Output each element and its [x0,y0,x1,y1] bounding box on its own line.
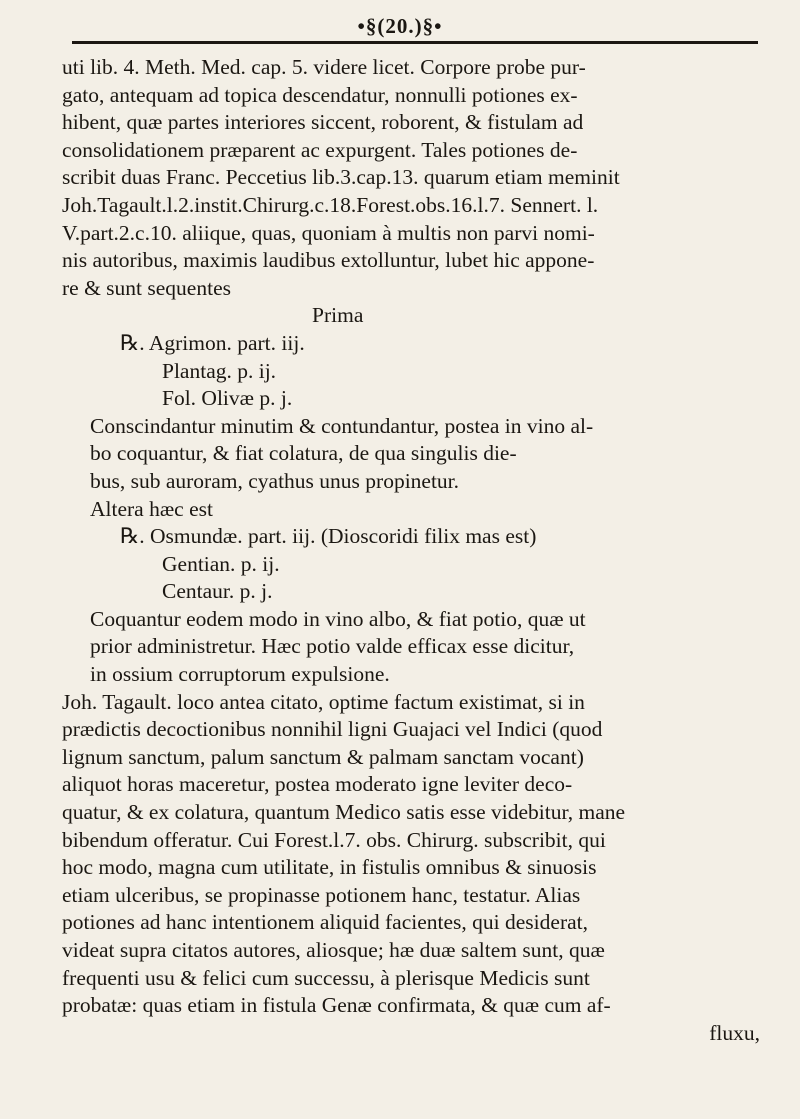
text-line: Conscindantur minutim & contundantur, postea in vino al- [90,413,594,438]
text-line: gato, antequam ad topica descendatur, nonnulli potiones ex- [62,82,578,107]
text-line: prior administretur. Hæc potio valde efficax esse dicitur, [90,634,575,659]
text-line: Gentian. p. ij. [162,551,280,576]
text-line: bo coquantur, & fiat colatura, de qua singulis die- [90,441,517,466]
text-line: prædictis decoctionibus nonnihil ligni Guajaci vel Indici (quod [62,717,603,742]
body-text [62,54,772,1047]
text-line: aliquot horas maceretur, postea moderato igne leviter deco- [62,772,573,797]
text-line: in ossium corruptorum expulsione. [90,662,390,687]
text-line: Altera hæc est [90,496,213,521]
text-line: Coquantur eodem modo in vino albo, & fiat potio, quæ ut [90,606,586,631]
text-line: hoc modo, magna cum utilitate, in fistulis omnibus & sinuosis [62,855,597,880]
text-line: scribit duas Franc. Peccetius lib.3.cap.13. quarum etiam meminit [62,165,620,190]
text-line: Prima [312,303,364,328]
text-line: nis autoribus, maximis laudibus extolluntur, lubet hic appone- [62,248,595,273]
text-line: hibent, quæ partes interiores siccent, roborent, & fistulam ad [62,110,584,135]
text-line: ℞. Osmundæ. part. iij. (Dioscoridi filix mas est) [120,524,537,549]
text-line: Joh. Tagault. loco antea citato, optime factum existimat, si in [62,689,585,714]
text-line: etiam ulceribus, se propinasse potionem hanc, testatur. Alias [62,882,581,907]
text-line: videat supra citatos autores, aliosque; hæ duæ saltem sunt, quæ [62,938,605,962]
text-line: re & sunt sequentes [62,275,231,300]
text-line: probatæ: quas etiam in fistula Genæ confirmata, & quæ cum af- [62,993,611,1018]
text-line: Joh.Tagault.l.2.instit.Chirurg.c.18.Forest.obs.16.l.7. Sennert. l. [62,192,599,217]
text-line: Centaur. p. j. [162,579,273,604]
page-header: •§(20.)§• [357,14,443,38]
text-line: uti lib. 4. Meth. Med. cap. 5. videre licet. Corpore probe pur- [62,55,586,79]
text-line: Plantag. p. ij. [162,358,277,383]
header-rule [72,41,758,44]
text-line: consolidationem præparent ac expurgent. Tales potiones de- [62,137,578,162]
text-line: frequenti usu & felici cum successu, à plerisque Medicis sunt [62,965,590,990]
text-line: bus, sub auroram, cyathus unus propinetur. [90,468,460,493]
text-line: fluxu, [709,1020,760,1045]
text-line: bibendum offeratur. Cui Forest.l.7. obs. Chirurg. subscribit, qui [62,827,606,852]
text-line: Fol. Olivæ p. j. [162,386,293,411]
text-line: V.part.2.c.10. aliique, quas, quoniam à multis non parvi nomi- [62,220,595,245]
text-line: quatur, & ex colatura, quantum Medico satis esse videbitur, mane [62,800,626,825]
text-line: lignum sanctum, palum sanctum & palmam sanctam vocant) [62,744,584,769]
text-line: potiones ad hanc intentionem aliquid facientes, qui desiderat, [62,910,588,935]
text-line: ℞. Agrimon. part. iij. [120,330,305,355]
